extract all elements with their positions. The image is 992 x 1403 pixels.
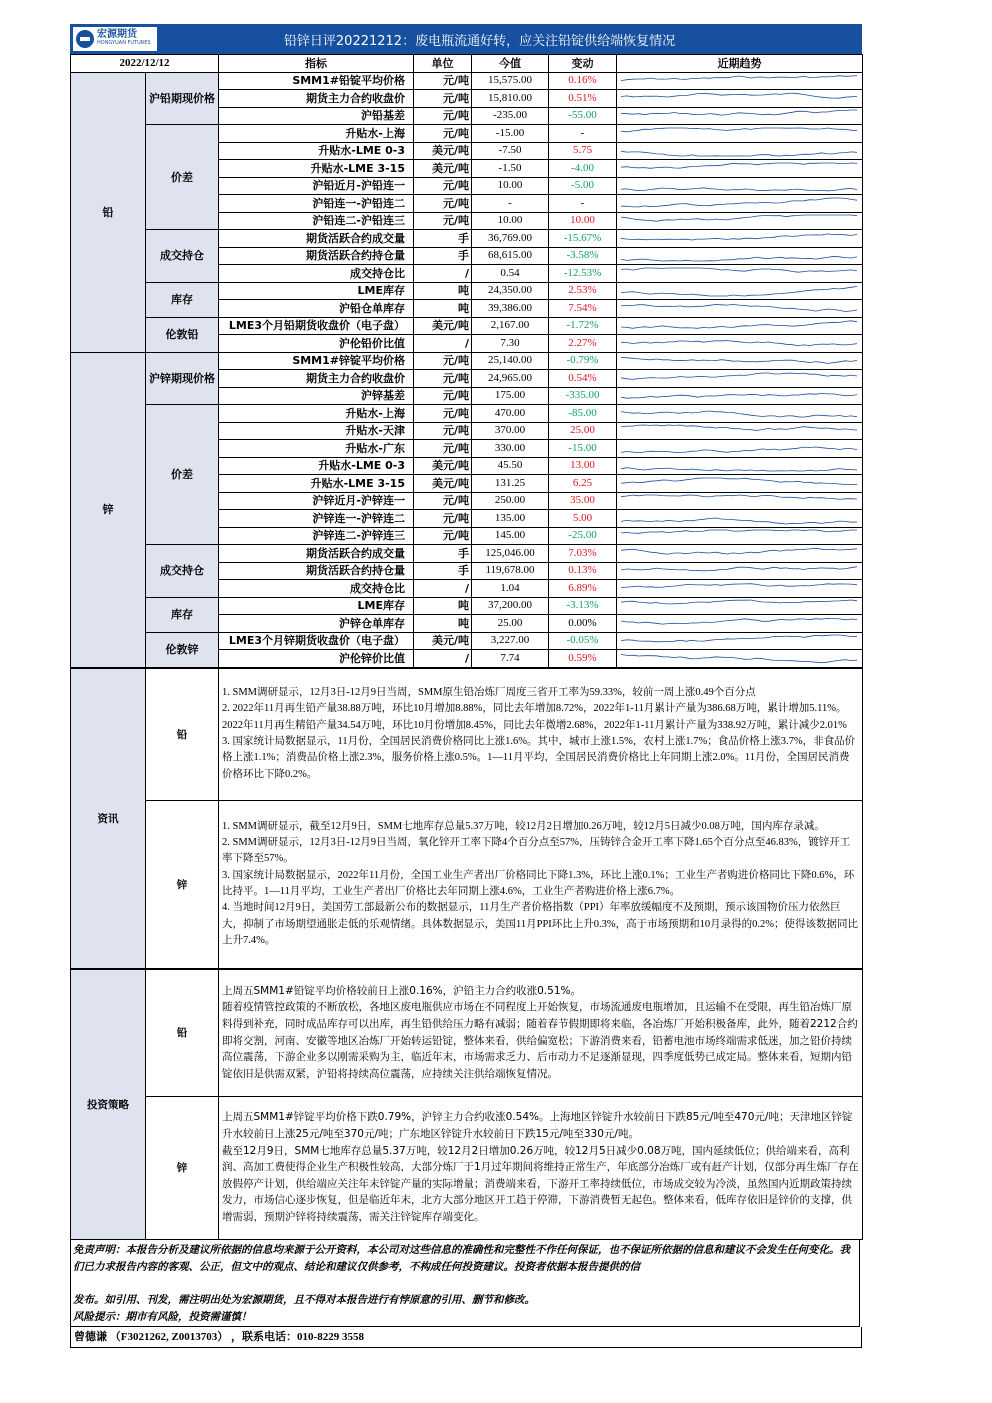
indicator-name: 沪锌仓单库存 [219,615,414,633]
change-value: -85.00 [549,405,617,423]
change-value: -3.13% [549,597,617,615]
current-value: 39,386.00 [472,300,549,318]
indicator-name: 沪锌近月-沪锌连一 [219,492,414,510]
trend-sparkline [617,265,863,283]
unit: 元/吨 [414,90,472,108]
trend-sparkline [617,370,863,388]
current-value: 0.54 [472,265,549,283]
sparkline-chart [617,266,861,281]
change-value: 2.27% [549,335,617,353]
change-value: 0.16% [549,72,617,90]
current-value: 15,810.00 [472,90,549,108]
change-value: -335.00 [549,387,617,405]
unit: / [414,265,472,283]
sparkline-path [621,304,857,311]
current-value: 125,046.00 [472,545,549,563]
current-value: 145.00 [472,527,549,545]
current-value: 7.30 [472,335,549,353]
indicator-name: SMM1#锌锭平均价格 [219,352,414,370]
change-value: 0.51% [549,90,617,108]
unit: 元/吨 [414,195,472,213]
unit: 元/吨 [414,125,472,143]
sparkline-path [621,654,857,662]
group-label: 成交持仓 [146,230,219,283]
unit: / [414,650,472,668]
indicator-name: LME库存 [219,282,414,300]
sparkline-chart [617,458,861,473]
trend-sparkline [617,597,863,615]
sparkline-path [621,110,857,115]
group-label: 沪锌期现价格 [146,352,219,405]
unit: 美元/吨 [414,457,472,475]
change-value: -1.72% [549,317,617,335]
unit: 手 [414,230,472,248]
unit: 元/吨 [414,370,472,388]
news-section [70,668,863,969]
current-value: 25,140.00 [472,352,549,370]
strategy-zinc-label: 锌 [146,1096,219,1239]
change-value: 5.00 [549,510,617,528]
trend-sparkline [617,632,863,650]
table-row [71,317,863,335]
current-value: 3,227.00 [472,632,549,650]
unit: 元/吨 [414,405,472,423]
table-row [71,597,863,615]
indicator-name: 升贴水-LME 0-3 [219,457,414,475]
disclaimer [70,1240,860,1327]
sparkline-chart [617,91,861,106]
indicator-name: 升贴水-上海 [219,405,414,423]
unit: 元/吨 [414,387,472,405]
unit: 元/吨 [414,527,472,545]
indicator-name: 升贴水-LME 3-15 [219,475,414,493]
sparkline-path [621,411,857,417]
trend-sparkline [617,160,863,178]
trend-sparkline [617,300,863,318]
change-value: 0.00% [549,615,617,633]
trend-sparkline [617,317,863,335]
news-zinc-label: 锌 [146,800,219,968]
sparkline-path [621,583,857,587]
sparkline-chart [617,493,861,508]
change-value: -25.00 [549,527,617,545]
indicator-name: 成交持仓比 [219,580,414,598]
current-value: - [472,195,549,213]
sparkline-chart [617,406,861,421]
change-value: 0.13% [549,562,617,580]
news-lead-label: 铅 [146,668,219,800]
current-value: 37,200.00 [472,597,549,615]
change-value: -4.00 [549,160,617,178]
strategy-label: 投资策略 [71,969,146,1239]
current-value: 250.00 [472,492,549,510]
col-value: 今值 [472,55,549,73]
indicator-name: 沪铅连二-沪铅连三 [219,212,414,230]
change-value: -55.00 [549,107,617,125]
indicator-name: 沪铅连一-沪铅连二 [219,195,414,213]
sparkline-path [621,215,857,221]
sparkline-path [621,447,857,453]
sparkline-chart [617,581,861,596]
col-trend: 近期趋势 [617,55,863,73]
change-value: 25.00 [549,422,617,440]
current-value: 45.50 [472,457,549,475]
current-value: -1.50 [472,160,549,178]
strategy-lead-text: 上周五SMM1#铅锭平均价格较前日上涨0.16%，沪铅主力合约收涨0.51%。 随着疫情管控政策的不断放松，各地区废电瓶供应市场在不同程度上开始恢复，市场流通废电瓶增加，且运输不在受限，再生铅冶炼厂原料得到补充，同时成品库存可以出库，再生铅供给压力略有减弱；随着春节假期即将来临，各冶炼厂开始积极备库，此外，随着2212合约即将交割，河南、安徽等地区冶炼厂开始转运铅锭，整体来看，供给偏宽松；下游消费来看，铅蓄电池市场终端需求低迷，加之铅价持续高位震荡，下游企业多以刚需采购为主，临近年末，市场需求乏力、后市动力不足逐渐显现，四季度低势已成定局。整体来看，短期内铅锭依旧是供需双紧，沪铅将持续高位震荡，应持续关注供给端恢复情况。 [219,969,863,1096]
company-logo [73,27,157,51]
news-label: 资讯 [71,668,146,968]
report-date: 2022/12/12 [71,55,219,73]
table-row [71,125,863,143]
sparkline-path [621,151,857,156]
unit: 美元/吨 [414,160,472,178]
unit: 元/吨 [414,107,472,125]
table-row [71,282,863,300]
sparkline-path [621,268,857,272]
indicator-name: 升贴水-上海 [219,125,414,143]
sparkline-chart [617,248,861,263]
sparkline-chart [617,126,861,141]
trend-sparkline [617,422,863,440]
trend-sparkline [617,352,863,370]
unit: 吨 [414,282,472,300]
table-row [71,72,863,90]
unit: 手 [414,545,472,563]
sparkline-chart [617,336,861,351]
change-value: -15.67% [549,230,617,248]
sparkline-path [621,530,857,533]
sparkline-path [621,478,857,485]
sparkline-path [621,76,857,81]
strategy-lead-label: 铅 [146,969,219,1096]
change-value: 35.00 [549,492,617,510]
change-value: 5.75 [549,142,617,160]
report-header [70,24,862,54]
sparkline-path [621,495,857,499]
current-value: 15,575.00 [472,72,549,90]
change-value: 2.53% [549,282,617,300]
strategy-zinc-text: 上周五SMM1#锌锭平均价格下跌0.79%，沪锌主力合约收涨0.54%。上海地区锌锭升水较前日下跌85元/吨至470元/吨；天津地区锌锭升水较前日上涨25元/吨至370元/吨；广东地区锌锭升水较前日下跌15元/吨至330元/吨。 截至12月9日，SMM七地库存总量5.37万吨，较12月2日增加0.26万吨，较12月5日减少0.08万吨，国内延续低位；供给端来看，高利润、高加工费使得企业生产积极性较高，大部分炼厂于1月过年期间将维持正常生产，年底部分冶炼厂或有赶产计划，仅部分再生炼厂存在放假停产计划，供给端应关注年末锌锭产量的实际增量；消费端来看，下游开工率持续低位，市场成交较为冷淡，虽然国内近期政策持续发力，市场信心逐步恢复，但是临近年末，北方大部分地区开工趋于停滞，下游消费暂无起色。整体来看，低库存依旧是锌价的支撑，供增需弱，预期沪锌将持续震荡，需关注锌锭库存端变化。 [219,1096,863,1239]
change-value: -5.00 [549,177,617,195]
sparkline-path [621,468,857,471]
strategy-section [70,969,863,1240]
unit: 吨 [414,300,472,318]
current-value: 119,678.00 [472,562,549,580]
sparkline-chart [617,546,861,561]
unit: 元/吨 [414,510,472,528]
current-value: 370.00 [472,422,549,440]
sparkline-chart [617,563,861,578]
sparkline-path [621,340,857,345]
change-value: 7.54% [549,300,617,318]
trend-sparkline [617,387,863,405]
trend-sparkline [617,475,863,493]
change-value: -15.00 [549,440,617,458]
trend-sparkline [617,562,863,580]
indicator-name: 升贴水-LME 0-3 [219,142,414,160]
sparkline-chart [617,231,861,246]
sparkline-chart [617,318,861,333]
sparkline-chart [617,441,861,456]
trend-sparkline [617,125,863,143]
trend-sparkline [617,230,863,248]
disclaimer-citation: 发布。如引用、刊发，需注明出处为宏源期货，且不得对本报告进行有悖原意的引用、删节和修改。 [73,1293,535,1306]
sparkline-path [621,548,857,554]
logo-name-en: HONGYUAN FUTURES [97,40,151,46]
current-value: 68,615.00 [472,247,549,265]
change-value: 6.89% [549,580,617,598]
sparkline-chart [617,213,861,228]
sparkline-path [621,358,857,364]
indicator-name: 沪锌连一-沪锌连二 [219,510,414,528]
sparkline-chart [617,388,861,403]
unit: 美元/吨 [414,142,472,160]
sparkline-path [621,128,857,132]
group-label: 成交持仓 [146,545,219,598]
trend-sparkline [617,142,863,160]
sparkline-chart [617,143,861,158]
trend-sparkline [617,457,863,475]
unit: 元/吨 [414,212,472,230]
unit: 美元/吨 [414,317,472,335]
current-value: -7.50 [472,142,549,160]
trend-sparkline [617,492,863,510]
trend-sparkline [617,650,863,668]
table-row [71,230,863,248]
trend-sparkline [617,405,863,423]
group-label: 库存 [146,597,219,632]
sparkline-path [621,373,857,379]
sparkline-chart [617,108,861,123]
current-value: 7.74 [472,650,549,668]
trend-sparkline [617,247,863,265]
trend-sparkline [617,615,863,633]
indicator-name: 期货活跃合约成交量 [219,230,414,248]
sparkline-chart [617,423,861,438]
trend-sparkline [617,580,863,598]
indicator-name: 沪铅近月-沪铅连一 [219,177,414,195]
indicator-name: 沪伦锌价比值 [219,650,414,668]
indicator-name: LME3个月锌期货收盘价（电子盘） [219,632,414,650]
sparkline-chart [617,598,861,613]
group-label: 价差 [146,125,219,230]
current-value: 36,769.00 [472,230,549,248]
indicator-name: 期货主力合约收盘价 [219,90,414,108]
trend-sparkline [617,527,863,545]
col-change: 变动 [549,55,617,73]
change-value: - [549,195,617,213]
report-title: 铅锌日评20221212：废电瓶流通好转，应关注铅锭供给端恢复情况 [283,33,676,49]
group-label: 伦敦铅 [146,317,219,352]
sparkline-path [621,567,857,571]
current-value: 2,167.00 [472,317,549,335]
sparkline-chart [617,528,861,543]
sparkline-path [621,93,857,98]
sparkline-chart [617,633,861,648]
unit: 元/吨 [414,72,472,90]
indicator-name: LME3个月铅期货收盘价（电子盘） [219,317,414,335]
current-value: 25.00 [472,615,549,633]
sparkline-chart [617,196,861,211]
indicator-name: 升贴水-LME 3-15 [219,160,414,178]
sparkline-chart [617,161,861,176]
analyst-contact: 曾德谦 （F3021262, Z0013703） ，联系电话：010-8229 3558 [70,1327,862,1348]
logo-name-cn: 宏源期货 [97,29,137,40]
sparkline-chart [617,73,861,88]
change-value: -0.79% [549,352,617,370]
market-data-table [70,54,863,668]
sparkline-chart [617,511,861,526]
sparkline-chart [617,651,861,666]
indicator-name: 期货活跃合约持仓量 [219,562,414,580]
metal-section-label: 锌 [71,352,146,667]
unit: 元/吨 [414,492,472,510]
change-value: 0.59% [549,650,617,668]
sparkline-chart [617,301,861,316]
change-value: 13.00 [549,457,617,475]
sparkline-path [621,600,857,604]
unit: / [414,335,472,353]
sparkline-chart [617,178,861,193]
metal-section-label: 铅 [71,72,146,352]
col-unit: 单位 [414,55,472,73]
unit: 元/吨 [414,352,472,370]
group-label: 伦敦锌 [146,632,219,667]
disclaimer-text: 免责声明：本报告分析及建议所依据的信息均来源于公开资料，本公司对这些信息的准确性和完整性不作任何保证，也不保证所依据的信息和建议不会发生任何变化。我们已力求报告内容的客观、公正，但文中的观点、结论和建议仅供参考，不构成任何投资建议。投资者依据本报告提供的信 [73,1243,850,1273]
unit: / [414,580,472,598]
current-value: -15.00 [472,125,549,143]
indicator-name: 期货活跃合约成交量 [219,545,414,563]
change-value: 0.54% [549,370,617,388]
change-value: 6.25 [549,475,617,493]
trend-sparkline [617,90,863,108]
current-value: 135.00 [472,510,549,528]
trend-sparkline [617,72,863,90]
logo-mark-icon [76,30,94,48]
sparkline-path [621,394,857,399]
current-value: -235.00 [472,107,549,125]
trend-sparkline [617,177,863,195]
unit: 元/吨 [414,422,472,440]
current-value: 1.04 [472,580,549,598]
sparkline-path [621,618,857,624]
sparkline-path [621,321,857,329]
indicator-name: 沪伦铅价比值 [219,335,414,353]
indicator-name: 沪锌基差 [219,387,414,405]
sparkline-chart [617,371,861,386]
sparkline-path [621,257,857,262]
current-value: 131.25 [472,475,549,493]
unit: 美元/吨 [414,632,472,650]
unit: 元/吨 [414,177,472,195]
indicator-name: LME库存 [219,597,414,615]
current-value: 24,350.00 [472,282,549,300]
current-value: 470.00 [472,405,549,423]
change-value: -3.58% [549,247,617,265]
sparkline-chart [617,616,861,631]
unit: 吨 [414,597,472,615]
unit: 手 [414,562,472,580]
trend-sparkline [617,282,863,300]
indicator-name: 沪铅仓单库存 [219,300,414,318]
change-value: -12.53% [549,265,617,283]
indicator-name: 沪铅基差 [219,107,414,125]
change-value: -0.05% [549,632,617,650]
current-value: 330.00 [472,440,549,458]
sparkline-chart [617,353,861,368]
change-value: 7.03% [549,545,617,563]
sparkline-path [621,287,857,297]
table-row [71,352,863,370]
change-value: - [549,125,617,143]
current-value: 24,965.00 [472,370,549,388]
indicator-name: 升贴水-天津 [219,422,414,440]
indicator-name: 升贴水-广东 [219,440,414,458]
trend-sparkline [617,510,863,528]
group-label: 沪铅期现价格 [146,72,219,125]
table-row [71,632,863,650]
sparkline-path [621,198,857,207]
current-value: 175.00 [472,387,549,405]
indicator-name: 期货主力合约收盘价 [219,370,414,388]
indicator-name: SMM1#铅锭平均价格 [219,72,414,90]
risk-warning: 风险提示：期市有风险，投资需谨慎！ [73,1310,252,1323]
trend-sparkline [617,107,863,125]
indicator-name: 成交持仓比 [219,265,414,283]
trend-sparkline [617,335,863,353]
group-label: 库存 [146,282,219,317]
unit: 吨 [414,615,472,633]
sparkline-path [621,635,857,642]
sparkline-chart [617,476,861,491]
current-value: 10.00 [472,177,549,195]
sparkline-path [621,518,857,524]
sparkline-path [621,163,857,168]
sparkline-path [621,234,857,240]
unit: 美元/吨 [414,475,472,493]
indicator-name: 期货活跃合约持仓量 [219,247,414,265]
trend-sparkline [617,195,863,213]
trend-sparkline [617,545,863,563]
sparkline-path [621,188,857,191]
table-row [71,405,863,423]
trend-sparkline [617,440,863,458]
group-label: 价差 [146,405,219,545]
news-lead-text: 1. SMM调研显示，12月3日-12月9日当周，SMM原生铅冶炼厂周度三省开工率为59.33%，较前一周上涨0.49个百分点 2. 2022年11月再生铅产量38.88万吨，环比10月增加8.88%，同比去年增加8.72%，2022年1-11月累计产量为386.68万吨，累计增加5.11%。2022年11月再生精铅产量34.54万吨，环比10月份增加8.45%，同比去年微增2.68%，2022年1-11月累计产量为338.92万吨，累计减少2.01% 3. 国家统计局数据显示，11月份，全国居民消费价格同比上涨1.6%。其中，城市上涨1.5%，农村上涨1.7%；食品价格上涨3.7%，非食品价格上涨1.1%；消费品价格上涨2.3%，服务价格上涨0.5%。1—11月平均，全国居民消费价格比上年同期上涨2.0%。11月份，全国居民消费价格环比下降0.2%。 [219,668,863,800]
trend-sparkline [617,212,863,230]
unit: 元/吨 [414,440,472,458]
indicator-name: 沪锌连二-沪锌连三 [219,527,414,545]
col-indicator: 指标 [219,55,414,73]
sparkline-path [621,425,857,431]
current-value: 10.00 [472,212,549,230]
news-zinc-text: 1. SMM调研显示，截至12月9日，SMM七地库存总量5.37万吨，较12月2日增加0.26万吨，较12月5日减少0.08万吨，国内库存录减。 2. SMM调研显示，12月3日-12月9日当周，氧化锌开工率下降4个百分点至57%，压铸锌合金开工率下降1.65个百分点至46.83%，镀锌开工率下降至57%。 3. 国家统计局数据显示，2022年11月份，全国工业生产者出厂价格同比下降1.3%，环比上涨0.1%；工业生产者购进价格同比下降0.6%，环比持平。1—11月平均，工业生产者出厂价格比去年同期上涨4.6%，工业生产者购进价格上涨6.7%。 4. 当地时间12月9日，美国劳工部最新公布的数据显示，11月生产者价格指数（PPI）年率放缓幅度不及预期，预示该国物价压力依然巨大，抑制了市场期望通胀走低的乐观情绪。具体数据显示，美国11月PPI环比上升0.3%，高于市场预期和10月录得的0.2%；使得该数据同比上升7.4%。 [219,800,863,968]
sparkline-chart [617,283,861,298]
change-value: 10.00 [549,212,617,230]
unit: 手 [414,247,472,265]
table-row [71,545,863,563]
